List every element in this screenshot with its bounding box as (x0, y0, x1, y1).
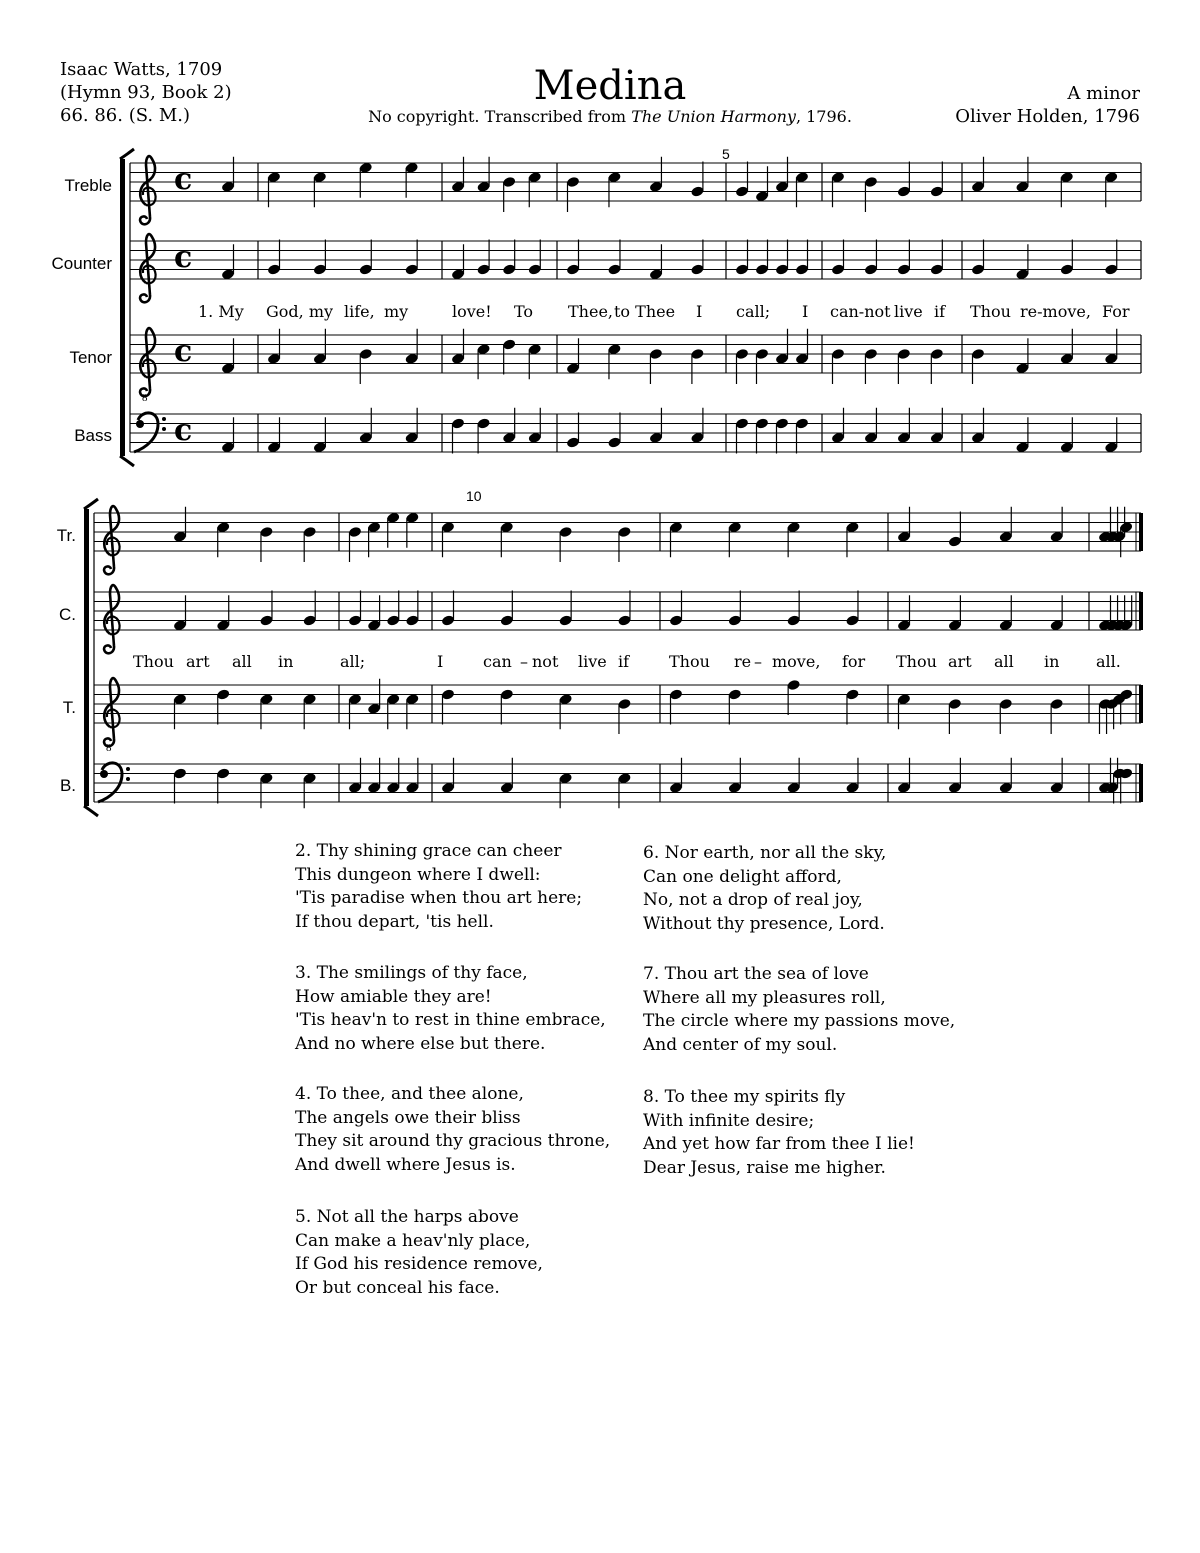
system-bracket (120, 159, 125, 456)
lyric-syllable: art (948, 652, 972, 671)
bracket-end (84, 499, 98, 509)
verse-line: Or but conceal his face. (295, 1277, 500, 1298)
verse-line: Can make a heav'nly place, (295, 1230, 531, 1251)
part-label-bass-short: B. (59, 776, 76, 795)
part-label-tenor-short: T. (62, 698, 76, 717)
verse-line: And center of my soul. (643, 1034, 838, 1055)
verse-line: 8. To thee my spirits fly (643, 1087, 846, 1107)
lyric-syllable: re-move, (1020, 302, 1091, 321)
meter-line: 66. 86. (S. M.) (60, 105, 191, 126)
verse-line: 7. Thou art the sea of love (643, 964, 869, 984)
lyric-syllable: re (734, 652, 752, 671)
measure-number-10: 10 (466, 488, 482, 504)
page-title: Medina (533, 63, 687, 109)
verse-line: How amiable they are! (295, 986, 492, 1007)
lyric-syllable: can-not (830, 302, 891, 321)
verse-line: The circle where my passions move, (643, 1011, 956, 1031)
lyric-syllable: to Thee (614, 302, 676, 321)
verse-line: Dear Jesus, raise me higher. (643, 1157, 886, 1178)
lyric-syllable: I (437, 652, 444, 671)
common-time-icon: c (174, 413, 193, 448)
verse-line: No, not a drop of real joy, (643, 890, 863, 910)
treble-clef-icon (140, 156, 156, 224)
verse-4 (295, 1083, 610, 1177)
lyric-hyphen: – (754, 652, 762, 671)
lyric-syllable: if (934, 302, 946, 321)
lyric-syllable: Thou (669, 652, 710, 671)
lyric-syllable: love! (452, 302, 492, 321)
lyric-syllable: 1. My (198, 302, 244, 321)
verse-6 (643, 842, 886, 936)
lyric-syllable: live (578, 652, 607, 671)
final-barline (1139, 685, 1143, 723)
verse-line: Without thy presence, Lord. (643, 913, 885, 934)
final-barline (1139, 764, 1143, 802)
source-line: (Hymn 93, Book 2) (60, 82, 232, 103)
lyric-syllable: Thou (970, 302, 1011, 321)
copyright-prefix: No copyright. Transcribed from (368, 107, 632, 126)
verse-2 (295, 840, 582, 934)
treble-clef-icon (140, 328, 156, 396)
verse-line: 2. Thy shining grace can cheer (295, 841, 562, 861)
verse-7 (643, 963, 955, 1057)
copyright-suffix: , 1796. (795, 107, 852, 126)
lyric-syllable: all. (1096, 652, 1121, 671)
verse-line: Can one delight afford, (643, 866, 842, 887)
lyric-syllable: move, (772, 652, 821, 671)
lyric-syllable: in (1044, 652, 1060, 671)
common-time-icon: c (174, 334, 193, 369)
key-signature-label: A minor (1067, 83, 1140, 104)
verse-line: And dwell where Jesus is. (295, 1154, 516, 1175)
verse-line: This dungeon where I dwell: (295, 864, 541, 885)
final-barline (1139, 592, 1143, 630)
treble-clef-icon (104, 585, 120, 653)
composer-credit: Oliver Holden, 1796 (955, 106, 1140, 127)
bass-clef-icon (98, 763, 130, 802)
lyric-syllable: for (842, 652, 866, 671)
verse-line: 4. To thee, and thee alone, (295, 1084, 524, 1104)
verse-line: The angels owe their bliss (295, 1107, 521, 1128)
lyric-syllable: Thee, (568, 302, 613, 321)
verse-line: 3. The smilings of thy face, (295, 963, 528, 983)
verse-line: They sit around thy gracious throne, (295, 1131, 611, 1151)
lyric-syllable: in (278, 652, 294, 671)
lyric-syllable: life, (344, 302, 375, 321)
lyric-syllable: call; (736, 302, 771, 321)
verse-3 (295, 962, 606, 1056)
lyric-hyphen: – (520, 652, 528, 671)
copyright-source: The Union Harmony (631, 107, 796, 126)
author-line: Isaac Watts, 1709 (60, 59, 223, 80)
verse-line: 6. Nor earth, nor all the sky, (643, 843, 887, 863)
verse-line: 'Tis heav'n to rest in thine embrace, (295, 1010, 606, 1030)
part-label-treble: Treble (64, 176, 112, 195)
lyric-syllable: For (1102, 302, 1130, 321)
verse-line: And no where else but there. (295, 1033, 546, 1054)
verse-line: If thou depart, 'tis hell. (295, 911, 494, 932)
lyric-syllable: God, my (266, 302, 334, 321)
lyric-syllable: can (483, 652, 512, 671)
treble-clef-icon (104, 506, 120, 574)
part-label-treble-short: Tr. (56, 526, 76, 545)
octave-mark: 8 (106, 742, 112, 754)
lyric-syllable: my (384, 302, 409, 321)
verse-line: With infinite desire; (643, 1110, 815, 1131)
treble-clef-icon (104, 678, 120, 746)
lyric-syllable: all; (340, 652, 366, 671)
bracket-end (120, 149, 134, 159)
verse-line: 'Tis paradise when thou art here; (295, 888, 583, 908)
lyric-syllable: not (532, 652, 559, 671)
verse-8 (643, 1086, 915, 1180)
verse-line: Where all my pleasures roll, (643, 987, 886, 1008)
lyric-syllable: if (618, 652, 630, 671)
octave-mark: 8 (142, 392, 148, 404)
part-label-counter: Counter (51, 254, 112, 273)
lyric-syllable: art (186, 652, 210, 671)
bass-clef-icon (134, 413, 166, 452)
bracket-end (120, 456, 134, 466)
system-bracket (84, 509, 89, 806)
lyric-syllable: I (802, 302, 809, 321)
lyric-syllable: all (232, 652, 252, 671)
common-time-icon: c (174, 240, 193, 275)
bracket-end (84, 806, 98, 816)
part-label-counter-short: C. (59, 605, 76, 624)
part-label-tenor: Tenor (69, 348, 112, 367)
verse-line: 5. Not all the harps above (295, 1207, 519, 1227)
common-time-icon: c (174, 162, 193, 197)
measure-number-5: 5 (722, 146, 730, 162)
part-label-bass: Bass (74, 426, 112, 445)
lyric-syllable: Thou (896, 652, 937, 671)
lyric-syllable: I (696, 302, 703, 321)
verse-5 (295, 1206, 543, 1300)
treble-clef-icon (140, 234, 156, 302)
verse-line: If God his residence remove, (295, 1254, 543, 1274)
lyric-syllable: To (514, 302, 534, 321)
final-barline (1139, 513, 1143, 551)
verse-line: And yet how far from thee I lie! (643, 1134, 915, 1154)
lyric-syllable: Thou (133, 652, 174, 671)
lyric-syllable: live (894, 302, 923, 321)
lyric-syllable: all (994, 652, 1014, 671)
